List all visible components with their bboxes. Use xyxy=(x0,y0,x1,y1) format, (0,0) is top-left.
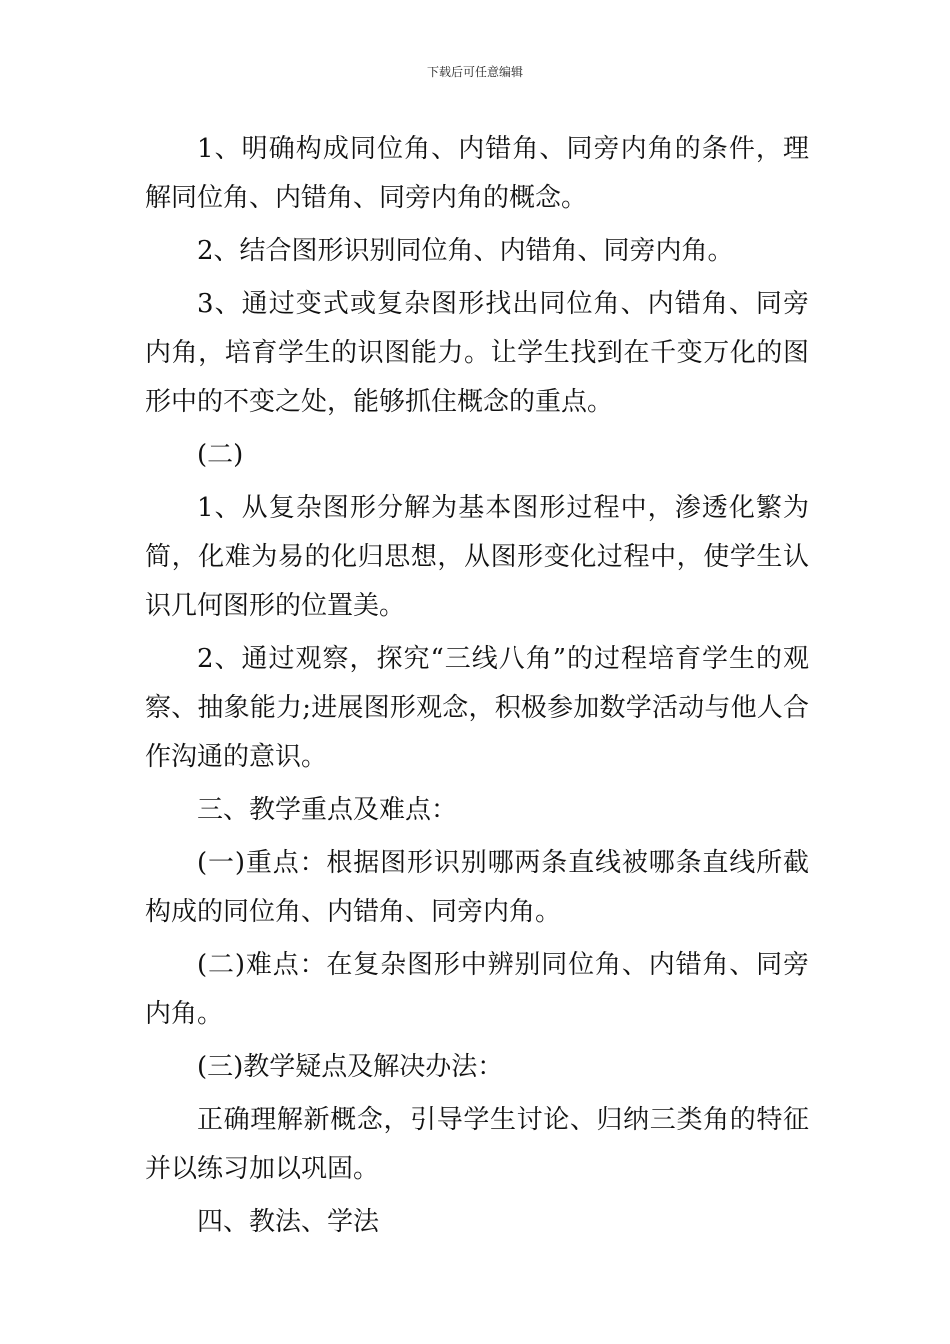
paragraph-difficulty: (二)难点：在复杂图形中辨别同位角、内错角、同旁内角。 xyxy=(145,950,809,1029)
paragraph-process-1: 1、从复杂图形分解为基本图形过程中，渗透化繁为简，化难为易的化归思想，从图形变化过程中，使学生认识几何图形的位置美。 xyxy=(145,493,809,621)
paragraph-objective-3: 3、通过变式或复杂图形找出同位角、内错角、同旁内角，培育学生的识图能力。让学生找到在千变万化的图形中的不变之处，能够抓住概念的重点。 xyxy=(145,289,809,417)
paragraph-objective-2: 2、结合图形识别同位角、内错角、同旁内角。 xyxy=(197,236,734,266)
paragraph-key-point: (一)重点：根据图形识别哪两条直线被哪条直线所截构成的同位角、内错角、同旁内角。 xyxy=(145,848,809,927)
section-heading-methods: 四、教法、学法 xyxy=(197,1207,380,1237)
document-body xyxy=(145,125,809,1251)
paragraph-doubt-heading: (三)教学疑点及解决办法： xyxy=(197,1052,504,1082)
paragraph-objective-1: 1、明确构成同位角、内错角、同旁内角的条件，理解同位角、内错角、同旁内角的概念。 xyxy=(145,134,809,213)
paragraph-process-2: 2、通过观察，探究“三线八角”的过程培育学生的观察、抽象能力;进展图形观念，积极参加数学活动与他人合作沟通的意识。 xyxy=(145,644,809,772)
section-heading-2: (二) xyxy=(197,440,244,470)
paragraph-solution: 正确理解新概念，引导学生讨论、归纳三类角的特征并以练习加以巩固。 xyxy=(145,1105,809,1184)
section-heading-key-points: 三、教学重点及难点： xyxy=(197,795,458,825)
page-header: 下载后可任意编辑 xyxy=(426,65,523,79)
